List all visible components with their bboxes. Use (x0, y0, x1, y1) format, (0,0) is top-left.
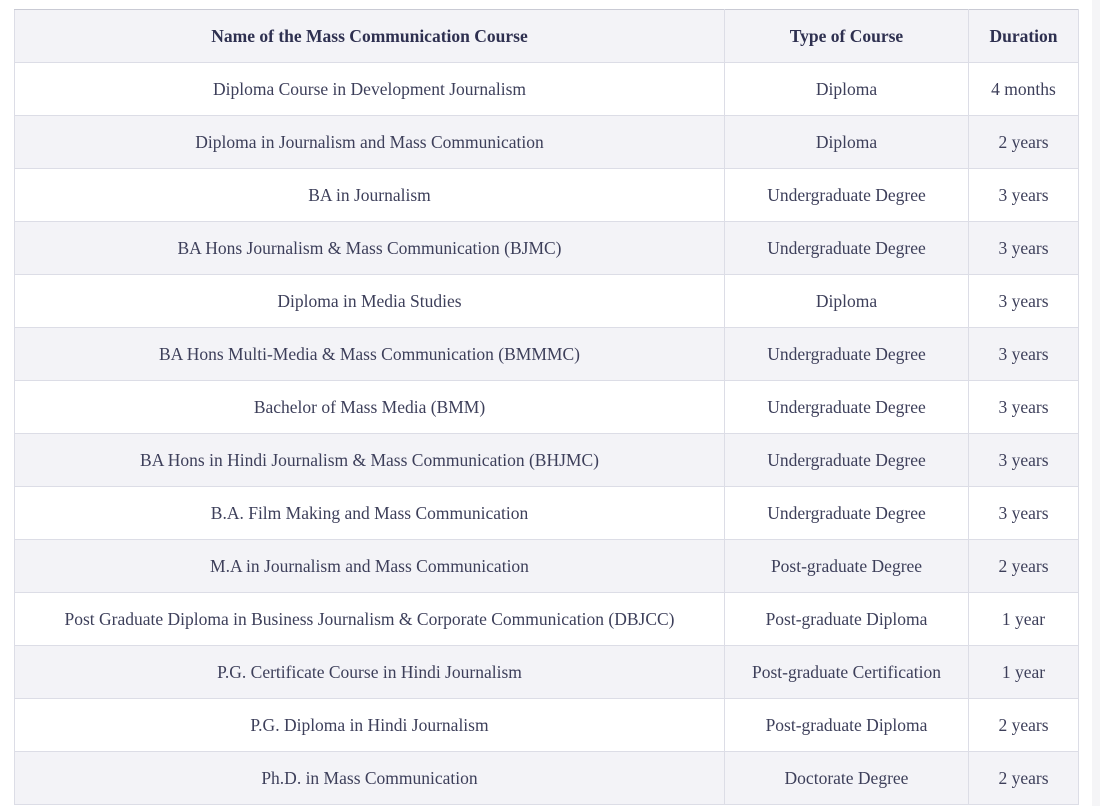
table-row (15, 646, 1079, 699)
course-name-cell: BA Hons Journalism & Mass Communication (BJMC) (15, 222, 725, 275)
course-type-cell: Post-graduate Certification (725, 646, 969, 699)
table-row (15, 116, 1079, 169)
course-name-cell: Ph.D. in Mass Communication (15, 752, 725, 805)
duration-cell: 3 years (969, 381, 1079, 434)
course-type-cell: Doctorate Degree (725, 752, 969, 805)
table-row (15, 381, 1079, 434)
duration-cell: 1 year (969, 646, 1079, 699)
duration-cell: 2 years (969, 752, 1079, 805)
duration-cell: 4 months (969, 63, 1079, 116)
table-row (15, 487, 1079, 540)
duration-cell: 2 years (969, 699, 1079, 752)
course-name-cell: P.G. Certificate Course in Hindi Journalism (15, 646, 725, 699)
course-type-cell: Undergraduate Degree (725, 381, 969, 434)
table-row (15, 434, 1079, 487)
table-row (15, 593, 1079, 646)
table-row (15, 63, 1079, 116)
course-type-cell: Post-graduate Diploma (725, 699, 969, 752)
course-type-cell: Diploma (725, 275, 969, 328)
table-row (15, 222, 1079, 275)
course-name-cell: M.A in Journalism and Mass Communication (15, 540, 725, 593)
course-name-cell: Bachelor of Mass Media (BMM) (15, 381, 725, 434)
course-name-cell: B.A. Film Making and Mass Communication (15, 487, 725, 540)
page-scrollbar[interactable] (1092, 0, 1100, 806)
course-name-cell: BA Hons Multi-Media & Mass Communication (BMMMC) (15, 328, 725, 381)
duration-cell: 1 year (969, 593, 1079, 646)
table-row (15, 275, 1079, 328)
table-header-row (15, 10, 1079, 63)
table-row (15, 328, 1079, 381)
duration-cell: 3 years (969, 434, 1079, 487)
duration-cell: 2 years (969, 116, 1079, 169)
courses-table (14, 9, 1079, 805)
course-name-cell: Diploma Course in Development Journalism (15, 63, 725, 116)
course-name-cell: Post Graduate Diploma in Business Journalism & Corporate Communication (DBJCC) (15, 593, 725, 646)
course-name-cell: Diploma in Media Studies (15, 275, 725, 328)
course-type-cell: Diploma (725, 63, 969, 116)
course-name-cell: BA in Journalism (15, 169, 725, 222)
duration-cell: 3 years (969, 169, 1079, 222)
course-type-cell: Post-graduate Diploma (725, 593, 969, 646)
duration-cell: 2 years (969, 540, 1079, 593)
duration-cell: 3 years (969, 487, 1079, 540)
table-row (15, 699, 1079, 752)
course-type-cell: Undergraduate Degree (725, 434, 969, 487)
duration-cell: 3 years (969, 222, 1079, 275)
course-type-cell: Undergraduate Degree (725, 328, 969, 381)
course-name-cell: BA Hons in Hindi Journalism & Mass Communication (BHJMC) (15, 434, 725, 487)
table-row (15, 752, 1079, 805)
table-row (15, 169, 1079, 222)
course-type-cell: Post-graduate Degree (725, 540, 969, 593)
course-type-cell: Diploma (725, 116, 969, 169)
header-duration: Duration (969, 10, 1079, 63)
courses-table-container (14, 9, 1078, 805)
header-course-type: Type of Course (725, 10, 969, 63)
course-type-cell: Undergraduate Degree (725, 487, 969, 540)
course-type-cell: Undergraduate Degree (725, 169, 969, 222)
duration-cell: 3 years (969, 275, 1079, 328)
course-name-cell: P.G. Diploma in Hindi Journalism (15, 699, 725, 752)
header-course-name: Name of the Mass Communication Course (15, 10, 725, 63)
course-name-cell: Diploma in Journalism and Mass Communication (15, 116, 725, 169)
duration-cell: 3 years (969, 328, 1079, 381)
table-row (15, 540, 1079, 593)
course-type-cell: Undergraduate Degree (725, 222, 969, 275)
